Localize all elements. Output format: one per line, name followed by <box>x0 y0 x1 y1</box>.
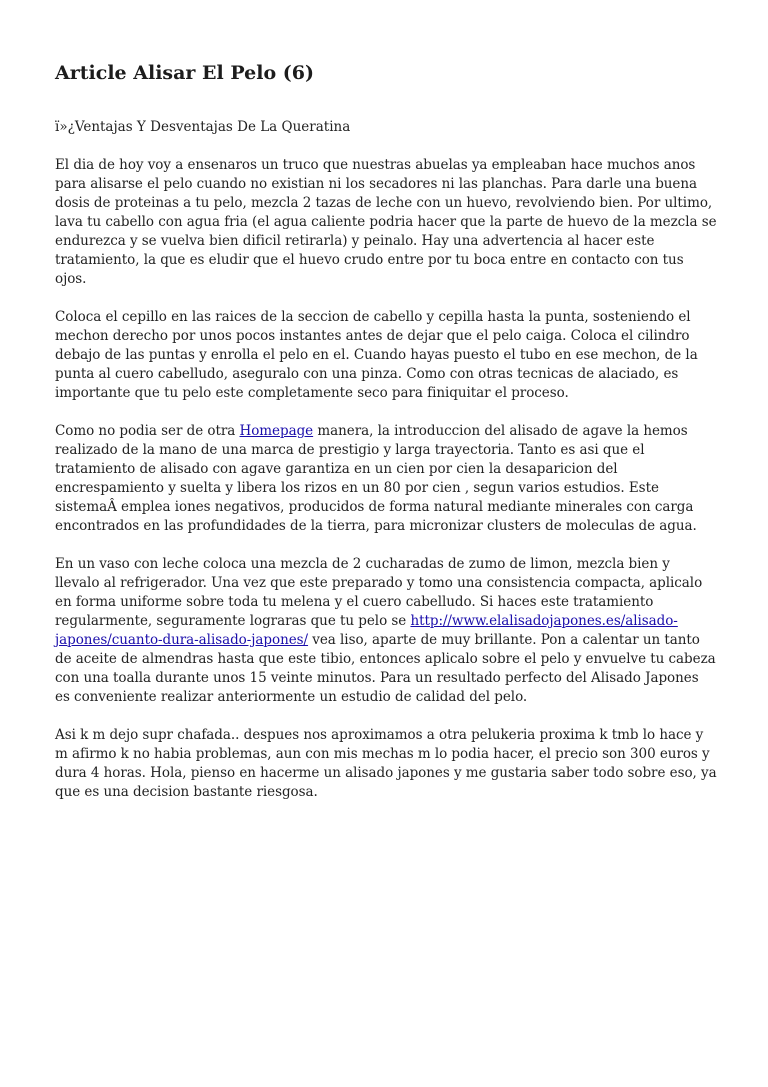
document-page <box>55 59 717 802</box>
document-subtitle: ï»¿Ventajas Y Desventajas De La Queratina <box>55 119 351 135</box>
document-title: Article Alisar El Pelo (6) <box>55 62 314 84</box>
paragraph-3-text-after: manera, la introduccion del alisado de agave la hemos realizado de la mano de una marca de prestigio y larga trayectoria. Tanto es asi que el tratamiento de alisado con agave garantiza en un cien por cien la desaparicion del encrespamiento y suelta y libera los rizos en un 80 por cien , segun varios estudios. Este sistemaÂ emplea iones negativos, producidos de forma natural mediante minerales con carga encontrados en las profundidades de la tierra, para micronizar clusters de moleculas de agua. <box>55 423 697 534</box>
paragraph-2: Coloca el cepillo en las raices de la seccion de cabello y cepilla hasta la punta, sosteniendo el mechon derecho por unos pocos instantes antes de dejar que el pelo caiga. Coloca el cilindro debajo de las puntas y enrolla el pelo en el. Cuando hayas puesto el tubo en ese mechon, de la punta al cuero cabelludo, aseguralo con una pinza. Como con otras tecnicas de alaciado, es importante que tu pelo este completamente seco para finiquitar el proceso. <box>55 309 698 401</box>
paragraph-5: Asi k m dejo supr chafada.. despues nos aproximamos a otra pelukeria proxima k tmb lo hace y m afirmo k no habia problemas, aun con mis mechas m lo podia hacer, el precio son 300 euros y dura 4 horas. Hola, pienso en hacerme un alisado japones y me gustaria saber todo sobre eso, ya que es una decision bastante riesgosa. <box>55 727 717 800</box>
paragraph-3 <box>55 422 717 536</box>
paragraph-1: El dia de hoy voy a ensenaros un truco que nuestras abuelas ya empleaban hace muchos anos para alisarse el pelo cuando no existian ni los secadores ni las planchas. Para darle una buena dosis de proteinas a tu pelo, mezcla 2 tazas de leche con un huevo, revolviendo bien. Por ultimo, lava tu cabello con agua fria (el agua caliente podria hacer que la parte de huevo de la mezcla se endurezca y se vuelva bien dificil retirarla) y peinalo. Hay una advertencia al hacer este tratamiento, la que es eludir que el huevo crudo entre por tu boca entre en contacto con tus ojos. <box>55 157 717 287</box>
paragraph-4-text-before: En un vaso con leche coloca una mezcla de 2 cucharadas de zumo de limon, mezcla bien y llevalo al refrigerador. Una vez que este preparado y tomo una consistencia compacta, aplicalo en forma uniforme sobre toda tu melena y el cuero cabelludo. Si haces este tratamiento regularmente, seguramente lograras que tu pelo se <box>55 556 703 629</box>
homepage-link[interactable]: Homepage <box>239 423 314 439</box>
paragraph-4 <box>55 555 717 707</box>
alisado-japones-link[interactable]: http://www.elalisadojapones.es/alisado-japones/cuanto-dura-alisado-japones/ <box>55 613 678 648</box>
paragraph-4-text-after: vea liso, aparte de muy brillante. Pon a calentar un tanto de aceite de almendras hasta que este tibio, entonces aplicalo sobre el pelo y envuelve tu cabeza con una toalla durante unos 15 veinte minutos. Para un resultado perfecto del Alisado Japones es conveniente realizar anteriormente un estudio de calidad del pelo. <box>55 632 716 705</box>
paragraph-3-text-before: Como no podia ser de otra <box>55 423 240 439</box>
